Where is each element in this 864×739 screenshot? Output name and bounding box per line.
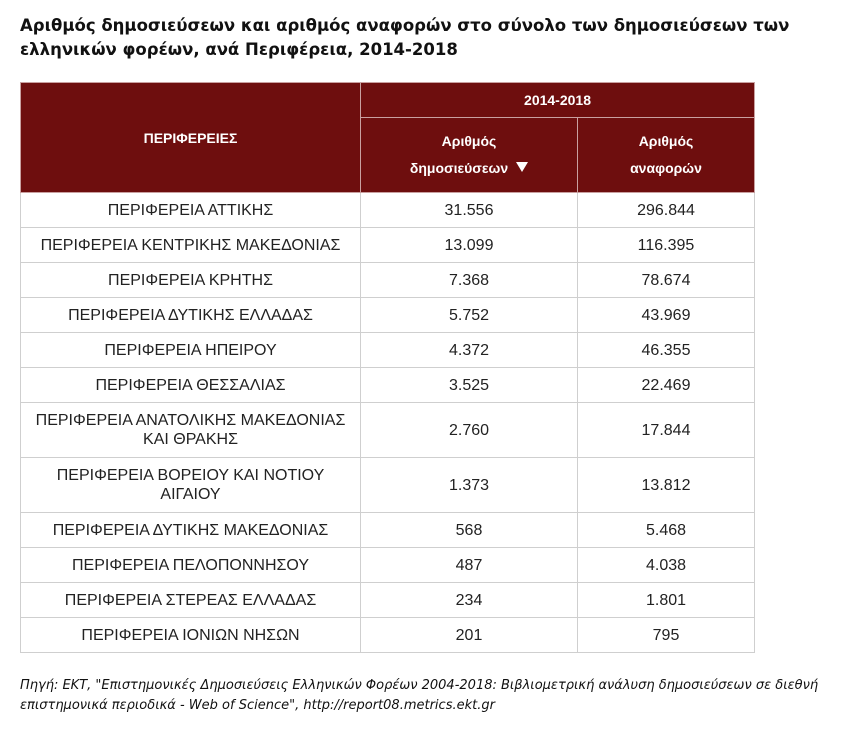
cell-region: ΠΕΡΙΦΕΡΕΙΑ ΑΤΤΙΚΗΣ	[21, 193, 361, 228]
cell-publications: 2.760	[361, 403, 578, 458]
cell-region: ΠΕΡΙΦΕΡΕΙΑ ΑΝΑΤΟΛΙΚΗΣ ΜΑΚΕΔΟΝΙΑΣ ΚΑΙ ΘΡΑΚΗΣ	[21, 403, 361, 458]
cell-citations: 116.395	[578, 228, 755, 263]
citations-label-line1: Αριθμός	[638, 133, 694, 149]
cell-publications: 31.556	[361, 193, 578, 228]
table-row	[21, 548, 755, 583]
cell-publications: 234	[361, 583, 578, 618]
sort-descending-icon[interactable]	[516, 162, 528, 172]
cell-region: ΠΕΡΙΦΕΡΕΙΑ ΒΟΡΕΙΟΥ ΚΑΙ ΝΟΤΙΟΥ ΑΙΓΑΙΟΥ	[21, 458, 361, 513]
table-row	[21, 333, 755, 368]
cell-citations: 17.844	[578, 403, 755, 458]
cell-region: ΠΕΡΙΦΕΡΕΙΑ ΠΕΛΟΠΟΝΝΗΣΟΥ	[21, 548, 361, 583]
cell-citations: 795	[578, 618, 755, 653]
cell-region: ΠΕΡΙΦΕΡΕΙΑ ΔΥΤΙΚΗΣ ΜΑΚΕΔΟΝΙΑΣ	[21, 513, 361, 548]
table-row	[21, 618, 755, 653]
cell-region: ΠΕΡΙΦΕΡΕΙΑ ΣΤΕΡΕΑΣ ΕΛΛΑΔΑΣ	[21, 583, 361, 618]
cell-publications: 3.525	[361, 368, 578, 403]
publications-label-line1: Αριθμός	[441, 133, 497, 149]
cell-publications: 487	[361, 548, 578, 583]
table-row	[21, 403, 755, 458]
cell-region: ΠΕΡΙΦΕΡΕΙΑ ΗΠΕΙΡΟΥ	[21, 333, 361, 368]
cell-publications: 5.752	[361, 298, 578, 333]
table-row	[21, 513, 755, 548]
cell-region: ΠΕΡΙΦΕΡΕΙΑ ΚΡΗΤΗΣ	[21, 263, 361, 298]
cell-citations: 1.801	[578, 583, 755, 618]
table-row	[21, 193, 755, 228]
table-row	[21, 263, 755, 298]
table-body	[21, 193, 755, 653]
table-row	[21, 368, 755, 403]
cell-citations: 43.969	[578, 298, 755, 333]
regions-table	[20, 82, 755, 653]
table-header	[21, 83, 755, 193]
cell-publications: 4.372	[361, 333, 578, 368]
cell-publications: 7.368	[361, 263, 578, 298]
cell-publications: 13.099	[361, 228, 578, 263]
column-header-publications[interactable]	[361, 118, 578, 193]
column-header-region[interactable]: ΠΕΡΙΦΕΡΕΙΕΣ	[21, 83, 361, 193]
cell-region: ΠΕΡΙΦΕΡΕΙΑ ΚΕΝΤΡΙΚΗΣ ΜΑΚΕΔΟΝΙΑΣ	[21, 228, 361, 263]
cell-citations: 5.468	[578, 513, 755, 548]
cell-citations: 78.674	[578, 263, 755, 298]
cell-publications: 568	[361, 513, 578, 548]
source-note: Πηγή: ΕΚΤ, "Επιστημονικές Δημοσιεύσεις Ελληνικών Φορέων 2004-2018: Βιβλιομετρική ανάλυση δημοσιεύσεων σε διεθνή επιστημονικά περιοδικά - Web of Science", http://report08.metrics.ekt.gr	[20, 678, 819, 713]
cell-citations: 296.844	[578, 193, 755, 228]
page-title: Αριθμός δημοσιεύσεων και αριθμός αναφορών στο σύνολο των δημοσιεύσεων των ελληνικών φορέων, ανά Περιφέρεια, 2014-2018	[20, 16, 790, 59]
cell-region: ΠΕΡΙΦΕΡΕΙΑ ΔΥΤΙΚΗΣ ΕΛΛΑΔΑΣ	[21, 298, 361, 333]
table-row	[21, 458, 755, 513]
table-row	[21, 228, 755, 263]
cell-citations: 46.355	[578, 333, 755, 368]
column-header-citations[interactable]	[578, 118, 755, 193]
cell-publications: 201	[361, 618, 578, 653]
cell-citations: 13.812	[578, 458, 755, 513]
table-row	[21, 583, 755, 618]
cell-region: ΠΕΡΙΦΕΡΕΙΑ ΙΟΝΙΩΝ ΝΗΣΩΝ	[21, 618, 361, 653]
cell-citations: 22.469	[578, 368, 755, 403]
table-row	[21, 298, 755, 333]
citations-label-line2: αναφορών	[630, 160, 702, 176]
column-group-period: 2014-2018	[361, 83, 755, 118]
publications-label-line2: δημοσιεύσεων	[409, 160, 509, 176]
cell-publications: 1.373	[361, 458, 578, 513]
cell-citations: 4.038	[578, 548, 755, 583]
cell-region: ΠΕΡΙΦΕΡΕΙΑ ΘΕΣΣΑΛΙΑΣ	[21, 368, 361, 403]
